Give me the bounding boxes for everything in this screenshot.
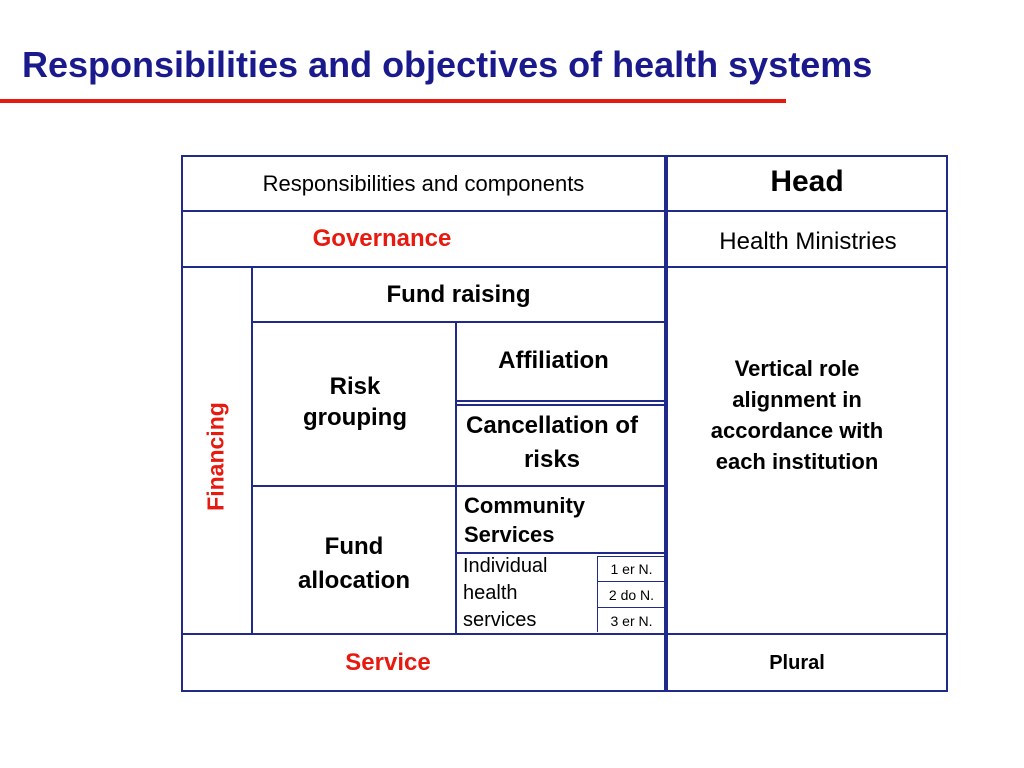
governance-label: Governance — [312, 225, 452, 252]
vertical-role-label: Vertical role alignment in accordance with each institution — [710, 356, 884, 474]
border-row1 — [181, 210, 948, 212]
level-2-label: 2 do N. — [608, 586, 655, 603]
level-1-label: 1 er N. — [610, 561, 653, 577]
community-services-label: Community Services — [464, 493, 585, 547]
plural-label: Plural — [769, 651, 825, 674]
border-bottom — [181, 690, 948, 692]
affiliation-label: Affiliation — [498, 347, 609, 374]
slide-title: Responsibilities and objectives of health systems — [22, 44, 873, 85]
border-financing — [251, 266, 253, 635]
fund-raising-label: Fund raising — [386, 280, 531, 308]
level-3-label: 3 er N. — [610, 612, 653, 629]
risk-grouping-label: Risk grouping — [303, 373, 407, 431]
individual-services-label: Individual health services — [463, 554, 548, 631]
border-row4 — [251, 485, 666, 487]
border-affiliation-bottom — [455, 400, 666, 402]
header-head: Head — [770, 165, 844, 198]
header-responsibilities: Responsibilities and components — [262, 170, 585, 196]
title-underline — [0, 99, 786, 103]
financing-label: Financing — [202, 402, 229, 511]
border-row3 — [251, 321, 666, 323]
fund-allocation-label: Fund allocation — [297, 533, 411, 594]
cancellation-label: Cancellation of risks — [465, 411, 639, 473]
service-label: Service — [345, 649, 431, 676]
health-ministries-label: Health Ministries — [719, 228, 897, 255]
